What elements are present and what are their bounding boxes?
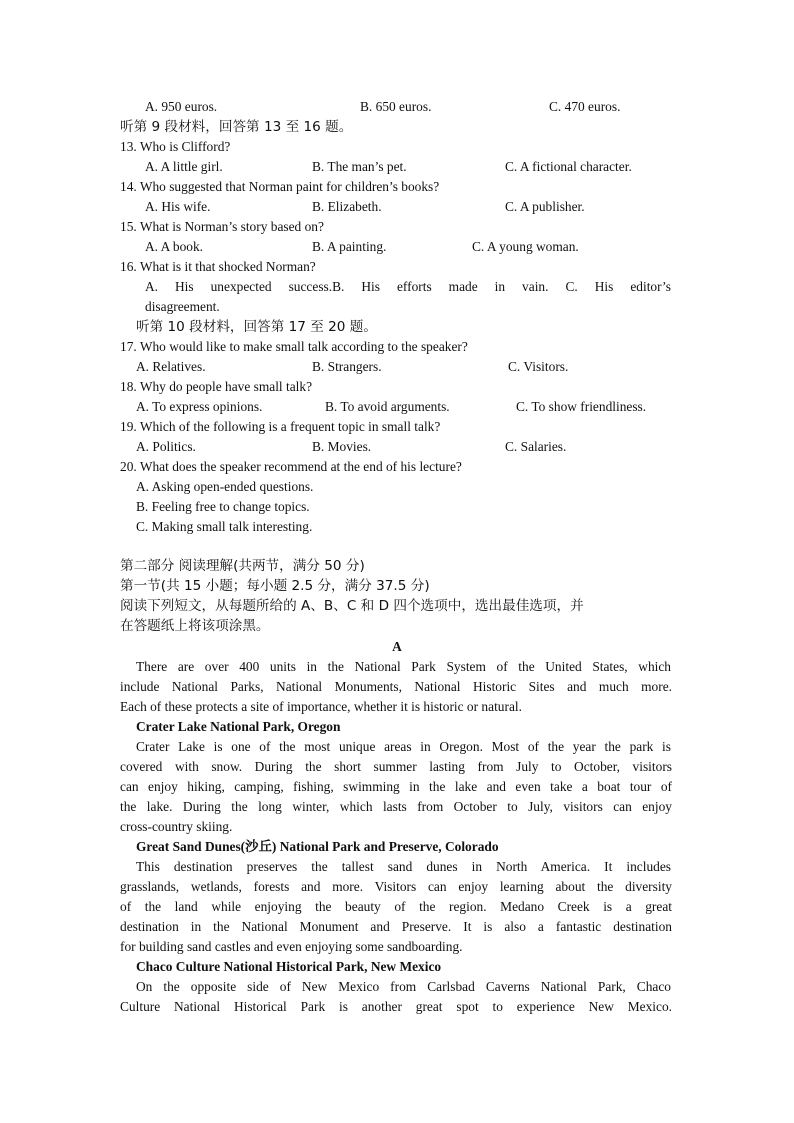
section-10-instruction: 听第 10 段材料，回答第 17 至 20 题。	[136, 319, 377, 335]
sand-dunes-line: This destination preserves the tallest sand dunes in North America. It includes	[136, 859, 671, 874]
q16-options-line-2: disagreement.	[145, 299, 220, 314]
chaco-heading: Chaco Culture National Historical Park, New Mexico	[136, 959, 442, 974]
q19-text: 19. Which of the following is a frequent topic in small talk?	[120, 419, 441, 434]
part-2-title: 第二部分 阅读理解(共两节，满分 50 分)	[120, 558, 365, 574]
sand-dunes-heading: Great Sand Dunes(沙丘) National Park and Preserve, Colorado	[136, 839, 499, 854]
crater-lake-line: covered with snow. During the short summer lasting from July to October, visitors	[120, 759, 672, 774]
q13-option-a: A. A little girl.	[145, 159, 223, 174]
intro-line: Each of these protects a site of importance, whether it is historic or natural.	[120, 699, 522, 714]
q12-option-a: A. 950 euros.	[145, 99, 218, 114]
crater-lake-line: the lake. During the long winter, which lasts from October to July, visitors can enjoy	[120, 799, 672, 814]
sand-dunes-line: grasslands, wetlands, forests and more. Visitors can enjoy learning about the diversity	[120, 879, 672, 894]
q17-option-a: A. Relatives.	[136, 359, 206, 374]
q18-option-c: C. To show friendliness.	[516, 399, 647, 414]
q14-text: 14. Who suggested that Norman paint for children’s books?	[120, 179, 440, 194]
q19-option-c: C. Salaries.	[505, 439, 567, 454]
q19-option-a: A. Politics.	[136, 439, 196, 454]
q14-option-b: B. Elizabeth.	[312, 199, 382, 214]
q17-option-c: C. Visitors.	[508, 359, 569, 374]
q15-option-b: B. A painting.	[312, 239, 387, 254]
section-9-instruction: 听第 9 段材料，回答第 13 至 16 题。	[120, 119, 353, 135]
q20-option-a: A. Asking open-ended questions.	[136, 479, 314, 494]
q15-text: 15. What is Norman’s story based on?	[120, 219, 324, 234]
intro-line: There are over 400 units in the National Park System of the United States, which	[136, 659, 671, 674]
crater-lake-heading: Crater Lake National Park, Oregon	[136, 719, 341, 734]
q18-option-a: A. To express opinions.	[136, 399, 263, 414]
q20-text: 20. What does the speaker recommend at the end of his lecture?	[120, 459, 462, 474]
q13-option-b: B. The man’s pet.	[312, 159, 407, 174]
crater-lake-line: cross-country skiing.	[120, 819, 233, 834]
chaco-line: Culture National Historical Park is another great spot to experience New Mexico.	[120, 999, 672, 1014]
part-2-section-1: 第一节(共 15 小题；每小题 2.5 分，满分 37.5 分)	[120, 578, 430, 594]
q19-option-b: B. Movies.	[312, 439, 372, 454]
q16-options-line: A. His unexpected success.B. His efforts made in vain. C. His editor’s	[145, 279, 671, 294]
q18-option-b: B. To avoid arguments.	[325, 399, 450, 414]
q20-option-c: C. Making small talk interesting.	[136, 519, 313, 534]
q12-option-b: B. 650 euros.	[360, 99, 432, 114]
sand-dunes-line: for building sand castles and even enjoying some sandboarding.	[120, 939, 463, 954]
q15-option-a: A. A book.	[145, 239, 204, 254]
part-2-instruction-line-1: 阅读下列短文，从每题所给的 A、B、C 和 D 四个选项中，选出最佳选项，并	[120, 598, 584, 614]
sand-dunes-line: destination in the National Monument and Preserve. It is also a fantastic destination	[120, 919, 672, 934]
intro-line: include National Parks, National Monuments, National Historic Sites and much more.	[120, 679, 672, 694]
q14-option-c: C. A publisher.	[505, 199, 585, 214]
sand-dunes-line: of the land while enjoying the beauty of the region. Medano Creek is a great	[120, 899, 672, 914]
q17-option-b: B. Strangers.	[312, 359, 382, 374]
crater-lake-line: Crater Lake is one of the most unique areas in Oregon. Most of the year the park is	[136, 739, 671, 754]
q14-option-a: A. His wife.	[145, 199, 211, 214]
passage-letter: A	[392, 639, 402, 654]
q17-text: 17. Who would like to make small talk according to the speaker?	[120, 339, 468, 354]
q20-option-b: B. Feeling free to change topics.	[136, 499, 310, 514]
part-2-instruction-line-2: 在答题纸上将该项涂黑。	[120, 618, 270, 634]
q13-option-c: C. A fictional character.	[505, 159, 632, 174]
q13-text: 13. Who is Clifford?	[120, 139, 231, 154]
q12-option-c: C. 470 euros.	[549, 99, 621, 114]
q15-option-c: C. A young woman.	[472, 239, 579, 254]
q18-text: 18. Why do people have small talk?	[120, 379, 313, 394]
crater-lake-line: can enjoy hiking, camping, fishing, swimming in the lake and even take a boat tour of	[120, 779, 672, 794]
chaco-line: On the opposite side of New Mexico from Carlsbad Caverns National Park, Chaco	[136, 979, 671, 994]
q16-text: 16. What is it that shocked Norman?	[120, 259, 316, 274]
